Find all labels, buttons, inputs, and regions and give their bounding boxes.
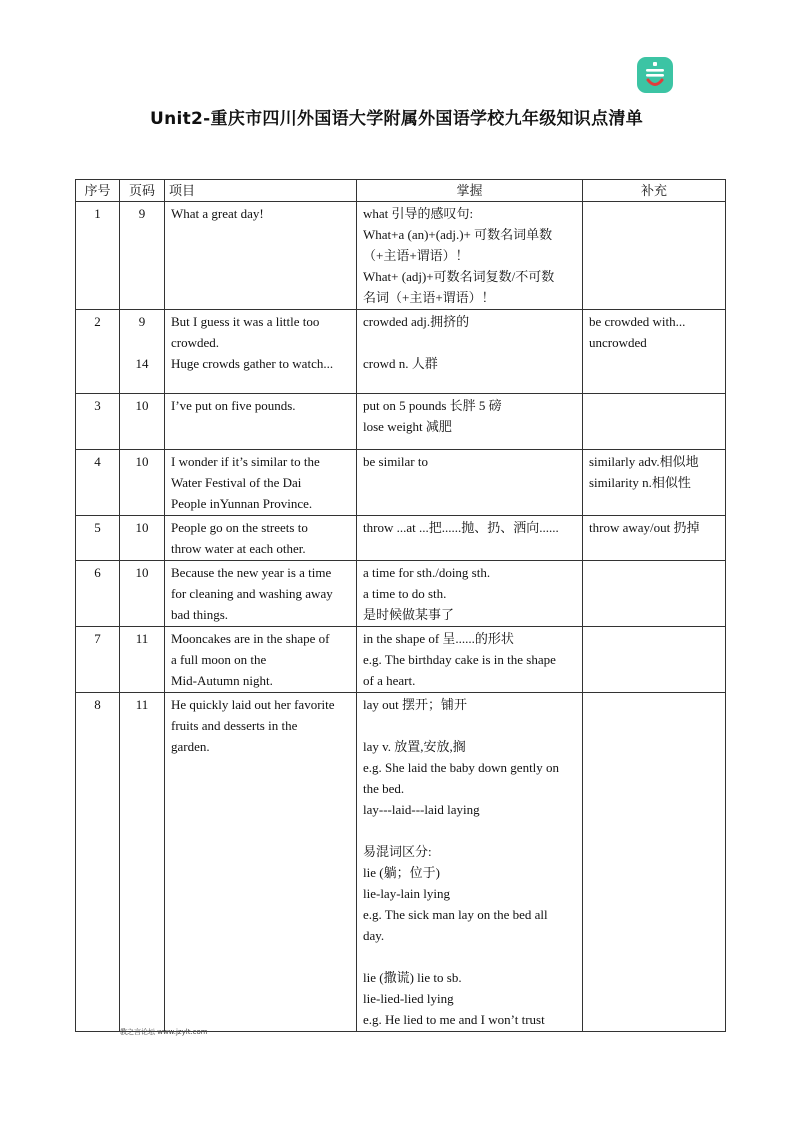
page-number: 10 bbox=[135, 398, 149, 413]
page-number: 14 bbox=[135, 356, 149, 371]
row-number: 1 bbox=[76, 202, 120, 310]
supplement-cell bbox=[583, 310, 726, 394]
item-cell bbox=[165, 516, 357, 561]
master-line: lie (撒谎) lie to sb. bbox=[363, 970, 462, 985]
item-line: fruits and desserts in the bbox=[171, 718, 298, 733]
row-number: 8 bbox=[76, 693, 120, 1032]
page-number: 10 bbox=[135, 454, 149, 469]
header-page: 页码 bbox=[120, 180, 165, 202]
item-cell bbox=[165, 310, 357, 394]
item-line: Huge crowds gather to watch... bbox=[171, 356, 334, 371]
table-row bbox=[76, 394, 726, 450]
master-cell bbox=[357, 310, 583, 394]
item-line: I wonder if it’s similar to the bbox=[171, 454, 320, 469]
master-line: crowd n. 人群 bbox=[363, 356, 438, 371]
master-line: in the shape of 呈......的形状 bbox=[363, 631, 514, 646]
supplement-cell bbox=[583, 693, 726, 1032]
table-body bbox=[76, 202, 726, 1032]
master-line: What+a (an)+(adj.)+ 可数名词单数 bbox=[363, 227, 553, 242]
table-header-row bbox=[76, 180, 726, 202]
footer: 教之言论坛 www.jzylt.com bbox=[120, 1028, 208, 1036]
master-line: throw ...at ...把......抛、扔、洒向...... bbox=[363, 520, 559, 535]
item-cell bbox=[165, 627, 357, 693]
master-line: put on 5 pounds 长胖 5 磅 bbox=[363, 398, 502, 413]
master-cell bbox=[357, 693, 583, 1032]
page-number: 9 bbox=[138, 206, 146, 221]
row-number: 4 bbox=[76, 450, 120, 516]
item-line: crowded. bbox=[171, 335, 220, 350]
master-line: 易混词区分: bbox=[363, 844, 432, 859]
logo bbox=[637, 57, 673, 93]
page-cell bbox=[120, 394, 165, 450]
master-line: 是时候做某事了 bbox=[363, 607, 455, 622]
master-line: lay out 摆开；铺开 bbox=[363, 697, 467, 712]
row-number: 5 bbox=[76, 516, 120, 561]
master-line: 名词（+主语+谓语）！ bbox=[363, 290, 495, 305]
master-cell bbox=[357, 394, 583, 450]
item-cell bbox=[165, 202, 357, 310]
master-line: lie (躺；位于) bbox=[363, 865, 440, 880]
item-line: Mooncakes are in the shape of bbox=[171, 631, 330, 646]
supplement-line: similarity n.相似性 bbox=[589, 475, 691, 490]
supplement-line: throw away/out 扔掉 bbox=[589, 520, 700, 535]
item-line: garden. bbox=[171, 739, 210, 754]
blank-line bbox=[363, 946, 576, 967]
master-cell bbox=[357, 450, 583, 516]
item-line: throw water at each other. bbox=[171, 541, 306, 556]
page-cell bbox=[120, 516, 165, 561]
supplement-cell bbox=[583, 561, 726, 627]
item-line: a full moon on the bbox=[171, 652, 267, 667]
table-row bbox=[76, 561, 726, 627]
page-number: 9 bbox=[138, 314, 146, 329]
master-line: a time to do sth. bbox=[363, 586, 447, 601]
item-line: Water Festival of the Dai bbox=[171, 475, 302, 490]
master-line: lie-lied-lied lying bbox=[363, 991, 454, 1006]
blank-line bbox=[363, 332, 576, 353]
row-number: 7 bbox=[76, 627, 120, 693]
supplement-line: similarly adv.相似地 bbox=[589, 454, 699, 469]
page-cell bbox=[120, 627, 165, 693]
row-number: 3 bbox=[76, 394, 120, 450]
item-line: He quickly laid out her favorite bbox=[171, 697, 335, 712]
item-cell bbox=[165, 450, 357, 516]
table-row bbox=[76, 516, 726, 561]
master-line: be similar to bbox=[363, 454, 428, 469]
header-supplement: 补充 bbox=[583, 180, 726, 202]
master-line: e.g. He lied to me and I won’t trust bbox=[363, 1012, 545, 1027]
speech-lines-icon bbox=[637, 57, 673, 93]
item-line: bad things. bbox=[171, 607, 229, 622]
item-line: But I guess it was a little too bbox=[171, 314, 320, 329]
supplement-cell bbox=[583, 202, 726, 310]
item-line: for cleaning and washing away bbox=[171, 586, 333, 601]
header-num: 序号 bbox=[76, 180, 120, 202]
master-line: What+ (adj)+可数名词复数/不可数 bbox=[363, 269, 555, 284]
blank-line bbox=[363, 715, 576, 736]
master-line: e.g. She laid the baby down gently on bbox=[363, 760, 560, 775]
item-line: What a great day! bbox=[171, 206, 264, 221]
supplement-cell bbox=[583, 394, 726, 450]
blank-line bbox=[363, 820, 576, 841]
supplement-cell bbox=[583, 450, 726, 516]
master-cell bbox=[357, 516, 583, 561]
master-line: a time for sth./doing sth. bbox=[363, 565, 491, 580]
knowledge-table bbox=[75, 179, 726, 1032]
master-line: lay v. 放置,安放,搁 bbox=[363, 739, 466, 754]
item-line: Mid-Autumn night. bbox=[171, 673, 273, 688]
table-row bbox=[76, 202, 726, 310]
page-cell bbox=[120, 310, 165, 394]
row-number: 6 bbox=[76, 561, 120, 627]
master-cell bbox=[357, 202, 583, 310]
page-number: 10 bbox=[135, 520, 149, 535]
item-line: Because the new year is a time bbox=[171, 565, 332, 580]
master-line: （+主语+谓语）！ bbox=[363, 248, 469, 263]
page-cell bbox=[120, 450, 165, 516]
table-row bbox=[76, 450, 726, 516]
row-number: 2 bbox=[76, 310, 120, 394]
master-line: day. bbox=[363, 928, 385, 943]
master-cell bbox=[357, 627, 583, 693]
item-line: People inYunnan Province. bbox=[171, 496, 313, 511]
master-line: what 引导的感叹句: bbox=[363, 206, 474, 221]
supplement-cell bbox=[583, 627, 726, 693]
page-number: 11 bbox=[135, 631, 149, 646]
supplement-line: uncrowded bbox=[589, 335, 647, 350]
item-cell bbox=[165, 693, 357, 1032]
master-line: e.g. The sick man lay on the bed all bbox=[363, 907, 548, 922]
page-cell bbox=[120, 561, 165, 627]
page-title: Unit2-重庆市四川外国语大学附属外国语学校九年级知识点清单 bbox=[149, 109, 644, 129]
master-line: crowded adj.拥挤的 bbox=[363, 314, 470, 329]
header-item: 项目 bbox=[165, 180, 357, 202]
table-row bbox=[76, 627, 726, 693]
master-line: lose weight 减肥 bbox=[363, 419, 452, 434]
page-cell bbox=[120, 202, 165, 310]
page-cell bbox=[120, 693, 165, 1032]
item-line: I’ve put on five pounds. bbox=[171, 398, 296, 413]
item-cell bbox=[165, 561, 357, 627]
master-cell bbox=[357, 561, 583, 627]
master-line: e.g. The birthday cake is in the shape bbox=[363, 652, 556, 667]
master-line: lie-lay-lain lying bbox=[363, 886, 451, 901]
table-row bbox=[76, 693, 726, 1032]
blank-line bbox=[126, 332, 158, 353]
supplement-cell bbox=[583, 516, 726, 561]
page-number: 11 bbox=[135, 697, 149, 712]
master-line: the bed. bbox=[363, 781, 405, 796]
supplement-line: be crowded with... bbox=[589, 314, 686, 329]
item-line: People go on the streets to bbox=[171, 520, 308, 535]
page-number: 10 bbox=[135, 565, 149, 580]
table-row bbox=[76, 310, 726, 394]
item-cell bbox=[165, 394, 357, 450]
master-line: of a heart. bbox=[363, 673, 416, 688]
master-line: lay---laid---laid laying bbox=[363, 802, 480, 817]
header-master: 掌握 bbox=[357, 180, 583, 202]
